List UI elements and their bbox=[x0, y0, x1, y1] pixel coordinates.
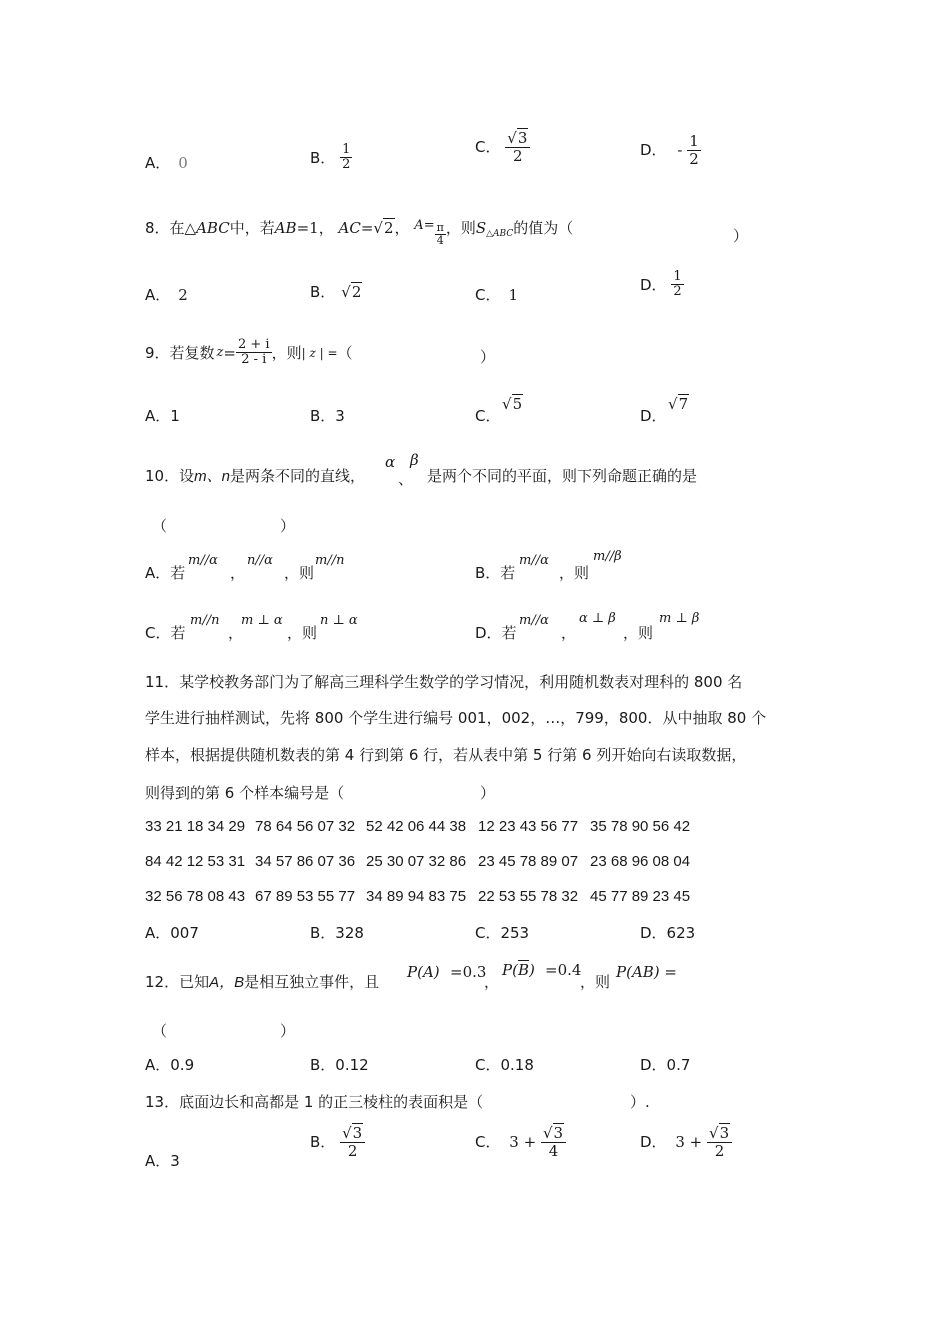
q11-line2: 学生进行抽样测试，先将 800 个学生进行编号 001，002，…，799，800．从中抽取 80 个 bbox=[145, 709, 767, 727]
beta-symbol: β bbox=[410, 451, 419, 469]
q10-d-expr2: α ⊥ β bbox=[579, 611, 616, 626]
q11-option-c: C．253 bbox=[475, 924, 530, 942]
q13-stem: 13．底面边长和高都是 1 的正三棱柱的表面积是（ bbox=[145, 1093, 484, 1111]
fraction: $\frac{√3}{2}$ bbox=[505, 130, 530, 164]
q11-option-d: D．623 bbox=[640, 924, 696, 942]
q7-option-d: D． - $\frac{1}{2}$ bbox=[640, 132, 699, 168]
q13-option-b: B． $\frac{√3}{2}$ bbox=[310, 1125, 365, 1159]
q9-option-c-label: C． bbox=[475, 407, 501, 425]
table-cell: 84 42 12 53 31 bbox=[145, 853, 246, 870]
q10-stem: 10．设m、n是两条不同的直线， bbox=[145, 467, 365, 485]
q8-option-d: D． $\frac{1}{2}$ bbox=[640, 269, 682, 300]
fraction: $\frac{1}{2}$ bbox=[673, 269, 682, 300]
q10-option-c: C．若 bbox=[145, 624, 186, 642]
q9-close-paren: ） bbox=[480, 348, 496, 366]
q10-option-b: B．若 bbox=[475, 564, 516, 582]
fraction: $\frac{\pi}{4}$ bbox=[436, 221, 444, 248]
q10-stem-end: 是两个不同的平面，则下列命题正确的是 bbox=[427, 467, 698, 485]
q10-b-expr1: m//α bbox=[519, 553, 549, 568]
q7-option-a: A． 0 bbox=[145, 154, 188, 172]
table-cell: 33 21 18 34 29 bbox=[145, 818, 246, 835]
comma: ， bbox=[561, 624, 577, 642]
q10-a-expr2: n//α bbox=[247, 553, 273, 568]
q11-close-paren: ） bbox=[480, 784, 496, 802]
table-cell: 34 57 86 07 36 bbox=[255, 853, 356, 870]
q12-option-a: A．0.9 bbox=[145, 1056, 195, 1074]
q7-option-b: B． $\frac{1}{2}$ bbox=[310, 142, 351, 173]
prob-not-b-value: =0.4 bbox=[545, 961, 582, 979]
q13-option-d: D． 3 + $\frac{√3}{2}$ bbox=[640, 1125, 732, 1159]
q8-close-paren: ） bbox=[733, 227, 749, 245]
fraction: $\frac{√3}{4}$ bbox=[541, 1125, 566, 1159]
table-cell: 25 30 07 32 86 bbox=[366, 853, 467, 870]
q11-option-b: B．328 bbox=[310, 924, 364, 942]
q10-a-expr1: m//α bbox=[188, 553, 218, 568]
q11-line1: 11．某学校教务部门为了解高三理科学生数学的学习情况，利用随机数表对理科的 800 名 bbox=[145, 673, 743, 691]
comma: ， bbox=[484, 973, 500, 991]
fraction: $\frac{2 + i}{2 - i}$ bbox=[237, 337, 270, 368]
prob-a-value: =0.3 bbox=[450, 963, 487, 981]
table-cell: 45 77 89 23 45 bbox=[590, 888, 691, 905]
then: ，则 bbox=[580, 973, 611, 991]
q9-option-d-label: D． bbox=[640, 407, 667, 425]
q13-option-c: C． 3 + $\frac{√3}{4}$ bbox=[475, 1125, 566, 1159]
prob-not-b: $P(\overline{B})$ bbox=[502, 961, 535, 979]
q8-option-c: C． 1 bbox=[475, 286, 519, 304]
q10-c-expr1: m//n bbox=[190, 613, 220, 628]
comma: ， bbox=[230, 564, 246, 582]
q13-option-a: A．3 bbox=[145, 1152, 180, 1170]
q9-option-a: A．1 bbox=[145, 407, 180, 425]
prob-ab: P(AB) = bbox=[616, 963, 677, 981]
q13-close-paren: ）. bbox=[630, 1093, 650, 1111]
q12-open-paren: （ bbox=[152, 1022, 168, 1040]
q10-open-paren: （ bbox=[152, 517, 168, 535]
separator: 、 bbox=[398, 470, 414, 488]
q11-line4: 则得到的第 6 个样本编号是（ bbox=[145, 784, 345, 802]
q10-option-a: A．若 bbox=[145, 564, 186, 582]
q12-option-b: B．0.12 bbox=[310, 1056, 369, 1074]
q9-option-d: √7 bbox=[668, 395, 689, 413]
table-cell: 23 68 96 08 04 bbox=[590, 853, 691, 870]
table-cell: 32 56 78 08 43 bbox=[145, 888, 246, 905]
q10-a-expr3: m//n bbox=[315, 553, 345, 568]
prob-a: P(A) bbox=[407, 963, 440, 981]
table-cell: 52 42 06 44 38 bbox=[366, 818, 467, 835]
table-cell: 23 45 78 89 07 bbox=[478, 853, 579, 870]
then: ，则 bbox=[287, 624, 318, 642]
alpha-symbol: α bbox=[385, 453, 396, 471]
fraction: $\frac{1}{2}$ bbox=[689, 132, 699, 168]
q9-option-c: √5 bbox=[502, 395, 523, 413]
q11-line3: 样本，根据提供随机数表的第 4 行到第 6 行，若从表中第 5 行第 6 列开始向右读取数据， bbox=[145, 746, 747, 764]
q10-b-expr2: m//β bbox=[593, 549, 622, 564]
q10-c-expr3: n ⊥ α bbox=[320, 613, 358, 628]
then: ，则 bbox=[559, 564, 590, 582]
q10-option-d: D．若 bbox=[475, 624, 517, 642]
q10-d-expr3: m ⊥ β bbox=[659, 611, 700, 626]
q8-option-b: B． √2 bbox=[310, 283, 362, 301]
table-cell: 22 53 55 78 32 bbox=[478, 888, 579, 905]
then: ，则 bbox=[284, 564, 315, 582]
table-cell: 12 23 43 56 77 bbox=[478, 818, 579, 835]
q12-close-paren: ） bbox=[280, 1022, 296, 1040]
fraction: $\frac{√3}{2}$ bbox=[707, 1125, 732, 1159]
table-cell: 78 64 56 07 32 bbox=[255, 818, 356, 835]
q10-close-paren: ） bbox=[280, 517, 296, 535]
table-cell: 35 78 90 56 42 bbox=[590, 818, 691, 835]
then: ，则 bbox=[623, 624, 654, 642]
q12-option-d: D．0.7 bbox=[640, 1056, 691, 1074]
q8-stem: 8．在△ABC中，若AB=1， AC=√2， A= $\frac{\pi}{4}$ ，则$S_{\triangle ABC}$的值为（ bbox=[145, 218, 574, 248]
q12-stem: 12．已知A，B是相互独立事件，且 bbox=[145, 973, 380, 991]
fraction: $\frac{√3}{2}$ bbox=[340, 1125, 365, 1159]
q10-d-expr1: m//α bbox=[519, 613, 549, 628]
q9-option-b: B．3 bbox=[310, 407, 345, 425]
q10-c-expr2: m ⊥ α bbox=[241, 613, 283, 628]
table-cell: 34 89 94 83 75 bbox=[366, 888, 467, 905]
q7-option-c: C． $\frac{√3}{2}$ bbox=[475, 130, 530, 164]
q8-option-a: A． 2 bbox=[145, 286, 188, 304]
q12-option-c: C．0.18 bbox=[475, 1056, 534, 1074]
comma: ， bbox=[228, 624, 244, 642]
table-cell: 67 89 53 55 77 bbox=[255, 888, 356, 905]
q9-stem: 9．若复数 z= $\frac{2 + i}{2 - i}$ ，则| z | =（ bbox=[145, 337, 353, 368]
q11-option-a: A．007 bbox=[145, 924, 199, 942]
fraction: $\frac{1}{2}$ bbox=[342, 142, 351, 173]
